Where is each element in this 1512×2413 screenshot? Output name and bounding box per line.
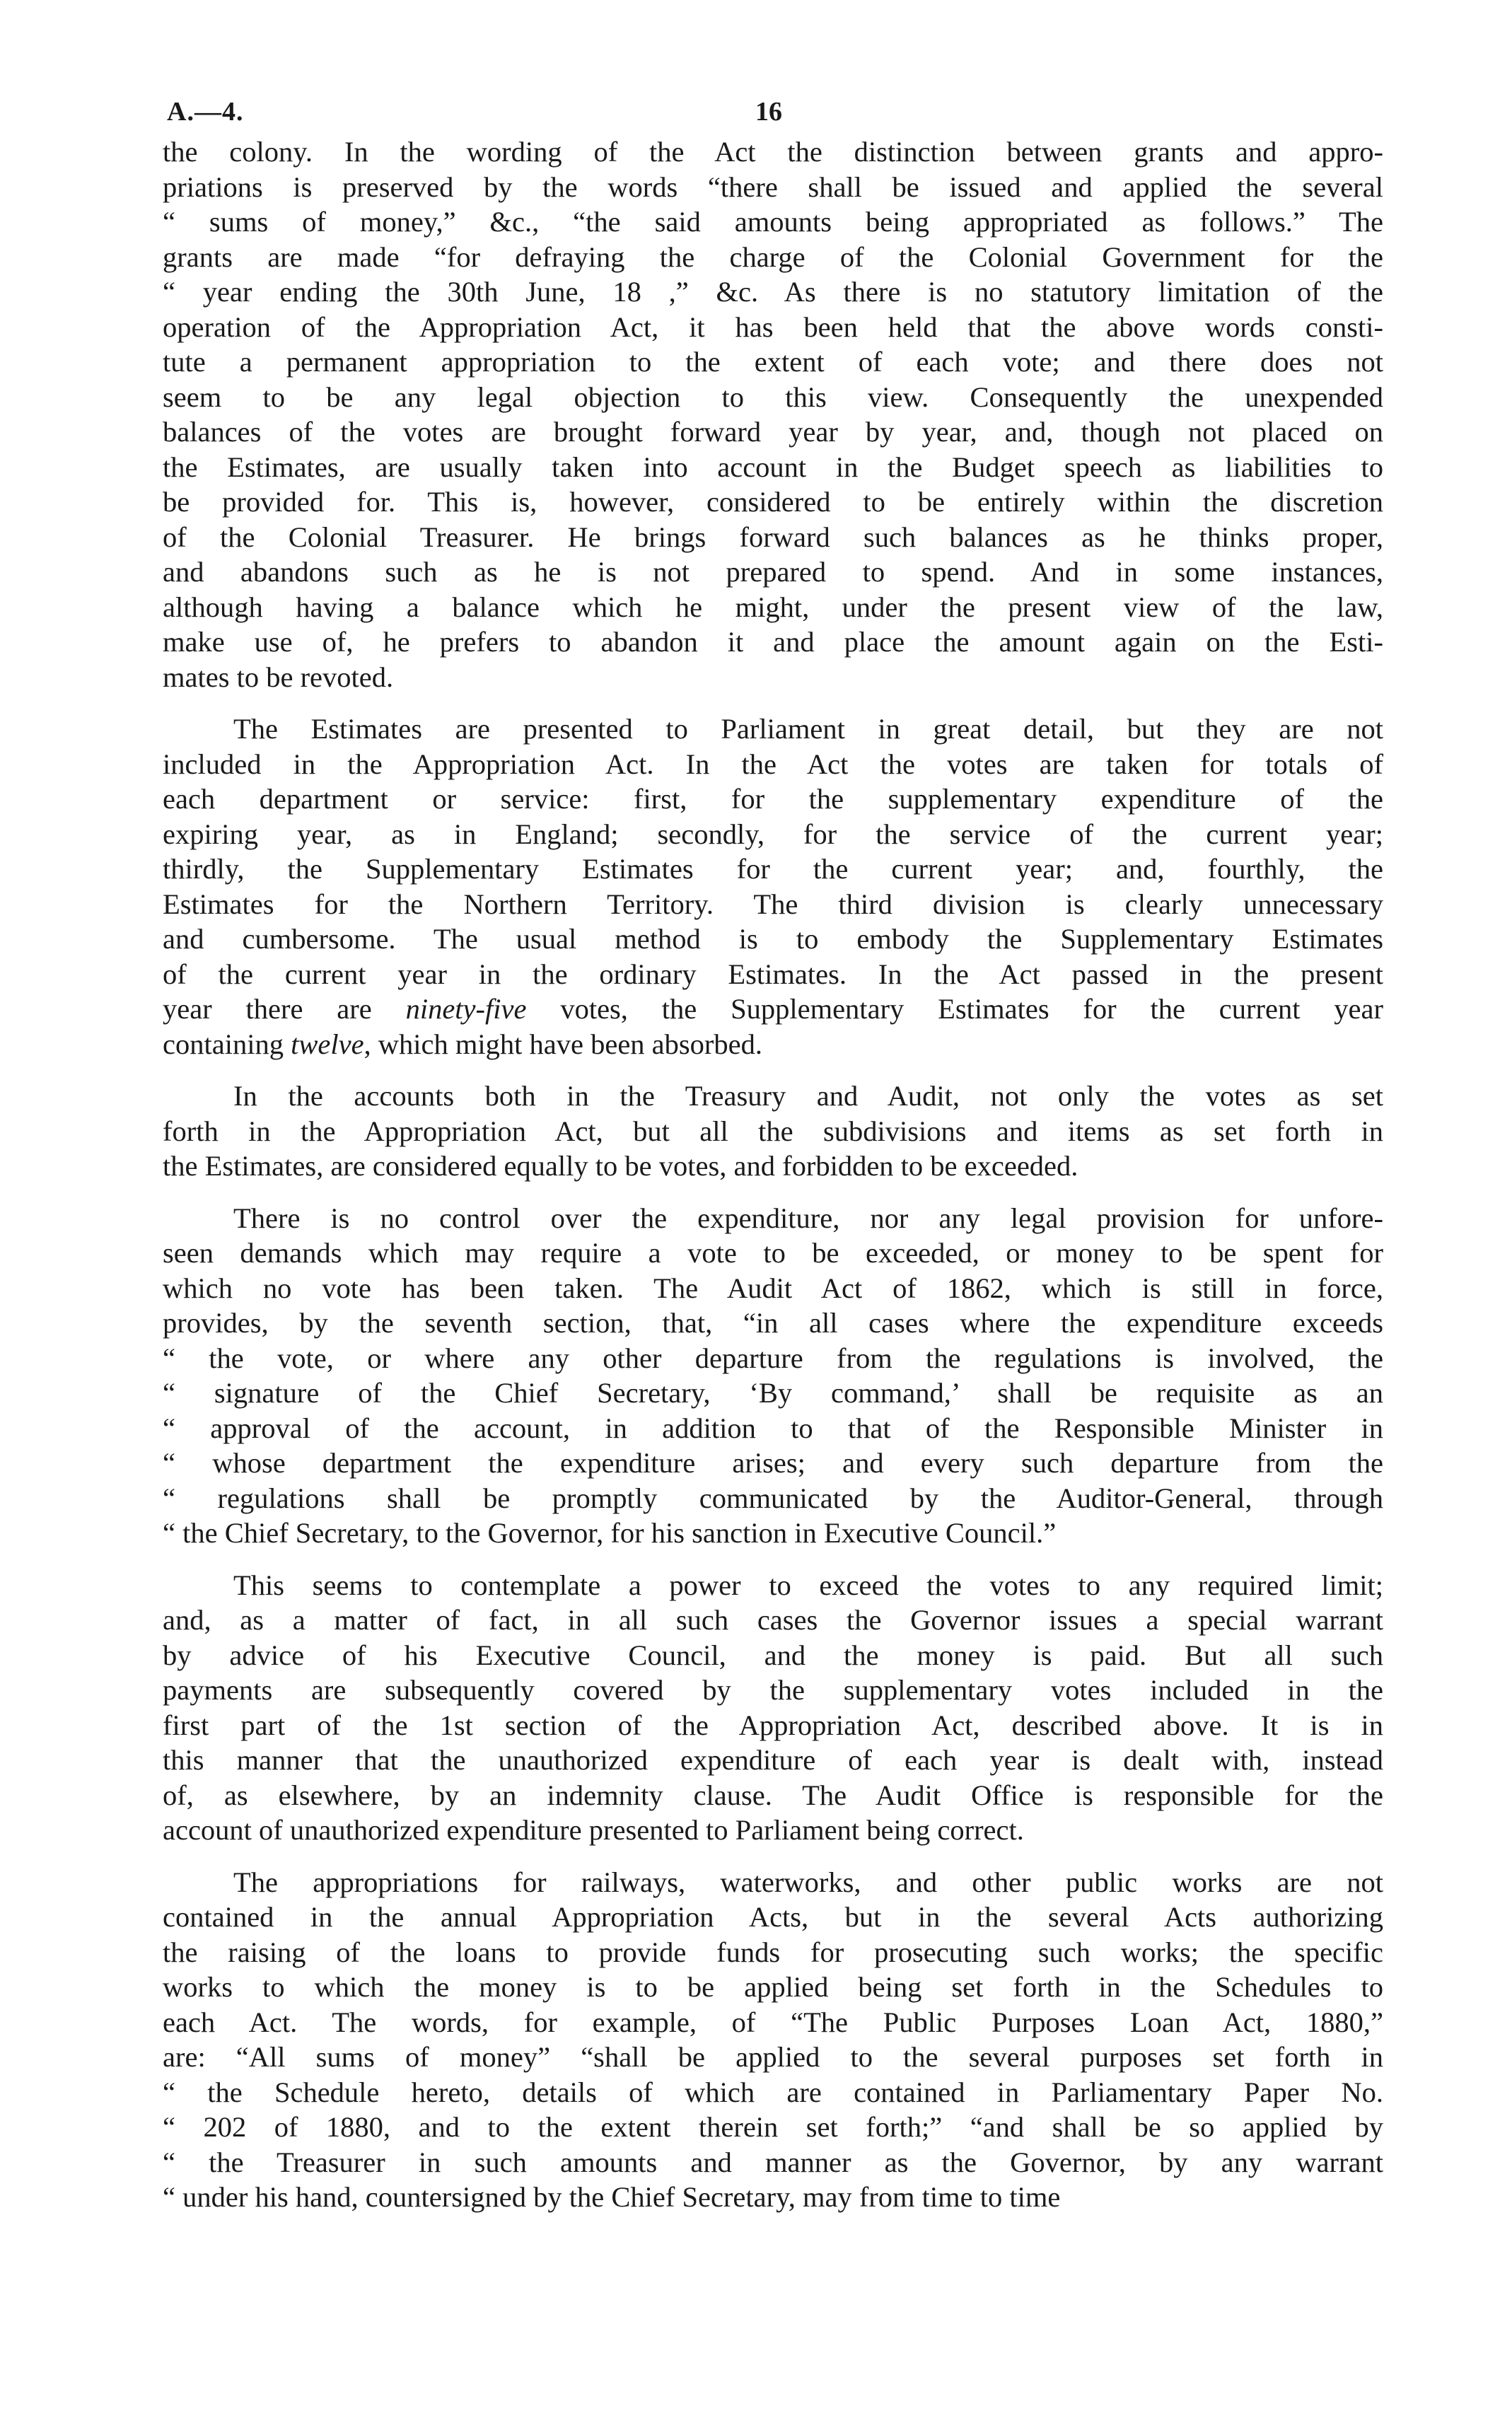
text-line: “ signature of the Chief Secretary, ‘By command,’ shall be requisite as an	[163, 1377, 1383, 1409]
text-line: priations is preserved by the words “there shall be issued and applied the several	[163, 170, 1383, 203]
text-line: “ year ending the 30th June, 18 ,” &c. As there is no statutory limitation of the	[163, 276, 1383, 308]
text-line: “ approval of the account, in addition to that of the Responsible Minister in	[163, 1412, 1383, 1444]
text-line: payments are subsequently covered by the supplementary votes included in the	[163, 1674, 1383, 1706]
document-reference: A.—4.	[167, 97, 244, 127]
text-line: the Estimates, are considered equally to be votes, and forbidden to be exceeded.	[163, 1150, 1078, 1182]
text-line: which no vote has been taken. The Audit Act of 1862, which is still in force,	[163, 1272, 1383, 1304]
text-line: “ the Chief Secretary, to the Governor, for his sanction in Executive Council.”	[163, 1517, 1057, 1549]
paragraph-1	[163, 134, 1383, 694]
text-line: “ whose department the expenditure arises; and every such departure from the	[163, 1447, 1383, 1479]
document-page	[163, 91, 1383, 2215]
text-line: The appropriations for railways, waterworks, and other public works are not	[233, 1866, 1383, 1898]
text-line: works to which the money is to be applied being set forth in the Schedules to	[163, 1971, 1383, 2003]
text-line: included in the Appropriation Act. In the Act the votes are taken for totals of	[163, 748, 1383, 780]
text-line: year there are ninety-five votes, the Supplementary Estimates for the current year	[163, 993, 1383, 1025]
text-line: mates to be revoted.	[163, 661, 394, 693]
page-number: 16	[755, 97, 782, 127]
text-line: contained in the annual Appropriation Acts, but in the several Acts authorizing	[163, 1901, 1383, 1933]
text-line: seen demands which may require a vote to be exceeded, or money to be spent for	[163, 1237, 1383, 1269]
text-line: the colony. In the wording of the Act the distinction between grants and appro-	[163, 136, 1383, 168]
text-line: “ the Schedule hereto, details of which are contained in Parliamentary Paper No.	[163, 2076, 1383, 2108]
paragraph-gap	[163, 1184, 1383, 1201]
text-line: In the accounts both in the Treasury and Audit, not only the votes as set	[233, 1080, 1383, 1112]
text-line: and, as a matter of fact, in all such cases the Governor issues a special warrant	[163, 1604, 1383, 1636]
body-text	[163, 134, 1383, 2215]
text-line: the raising of the loans to provide funds for prosecuting such works; the specific	[163, 1936, 1383, 1968]
emphasis: twelve	[291, 1028, 364, 1060]
text-line: seem to be any legal objection to this view. Consequently the unexpended	[163, 380, 1383, 413]
text-line: Estimates for the Northern Territory. The third division is clearly unnecessary	[163, 888, 1383, 920]
text-line: thirdly, the Supplementary Estimates for the current year; and, fourthly, the	[163, 853, 1383, 885]
paragraph-gap	[163, 1848, 1383, 1865]
text-line: first part of the 1st section of the Appropriation Act, described above. It is in	[163, 1709, 1383, 1741]
text-line: This seems to contemplate a power to exceed the votes to any required limit;	[233, 1569, 1383, 1601]
text-line: containing twelve, which might have been absorbed.	[163, 1028, 763, 1060]
text-line: grants are made “for defraying the charge of the Colonial Government for the	[163, 240, 1383, 273]
text-line: be provided for. This is, however, considered to be entirely within the discretion	[163, 486, 1383, 518]
text-line: “ the vote, or where any other departure from the regulations is involved, the	[163, 1342, 1383, 1374]
text-line: are: “All sums of money” “shall be applied to the several purposes set forth in	[163, 2041, 1383, 2073]
paragraph-3	[163, 1078, 1383, 1184]
page-header	[163, 91, 1383, 133]
emphasis: ninety-five	[405, 993, 527, 1025]
text-line: provides, by the seventh section, that, “in all cases where the expenditure exceeds	[163, 1307, 1383, 1339]
text-line: and abandons such as he is not prepared to spend. And in some instances,	[163, 556, 1383, 588]
text-line: make use of, he prefers to abandon it and place the amount again on the Esti-	[163, 626, 1383, 658]
text-line: of, as elsewhere, by an indemnity clause. The Audit Office is responsible for the	[163, 1779, 1383, 1811]
text-line: The Estimates are presented to Parliament in great detail, but they are not	[233, 713, 1383, 745]
paragraph-gap	[163, 1062, 1383, 1078]
paragraph-gap	[163, 694, 1383, 711]
text-line: account of unauthorized expenditure presented to Parliament being correct.	[163, 1814, 1024, 1846]
text-line: and cumbersome. The usual method is to embody the Supplementary Estimates	[163, 923, 1383, 955]
text-line: There is no control over the expenditure, nor any legal provision for unfore-	[233, 1202, 1383, 1234]
text-line: expiring year, as in England; secondly, for the service of the current year;	[163, 818, 1383, 850]
text-line: each Act. The words, for example, of “The Public Purposes Loan Act, 1880,”	[163, 2006, 1383, 2038]
text-line: forth in the Appropriation Act, but all the subdivisions and items as set forth in	[163, 1115, 1383, 1147]
text-line: tute a permanent appropriation to the extent of each vote; and there does not	[163, 346, 1383, 378]
text-line: “ regulations shall be promptly communicated by the Auditor-General, through	[163, 1482, 1383, 1514]
text-line: “ sums of money,” &c., “the said amounts being appropriated as follows.” The	[163, 206, 1383, 238]
text-line: balances of the votes are brought forward year by year, and, though not placed on	[163, 416, 1383, 448]
paragraph-5	[163, 1568, 1383, 1848]
text-line: of the Colonial Treasurer. He brings forward such balances as he thinks proper,	[163, 521, 1383, 553]
text-line: operation of the Appropriation Act, it has been held that the above words consti-	[163, 310, 1383, 343]
text-line: by advice of his Executive Council, and the money is paid. But all such	[163, 1639, 1383, 1671]
text-line: each department or service: first, for the supplementary expenditure of the	[163, 783, 1383, 815]
text-line: “ 202 of 1880, and to the extent therein set forth;” “and shall be so applied by	[163, 2111, 1383, 2143]
paragraph-6	[163, 1865, 1383, 2215]
paragraph-4	[163, 1201, 1383, 1551]
text-line: “ under his hand, countersigned by the Chief Secretary, may from time to time	[163, 2181, 1061, 2213]
text-line: this manner that the unauthorized expenditure of each year is dealt with, instead	[163, 1744, 1383, 1776]
paragraph-2	[163, 711, 1383, 1062]
text-line: although having a balance which he might, under the present view of the law,	[163, 591, 1383, 623]
paragraph-gap	[163, 1551, 1383, 1568]
text-line: “ the Treasurer in such amounts and manner as the Governor, by any warrant	[163, 2146, 1383, 2178]
text-line: of the current year in the ordinary Estimates. In the Act passed in the present	[163, 958, 1383, 990]
text-line: the Estimates, are usually taken into account in the Budget speech as liabilities to	[163, 450, 1383, 483]
